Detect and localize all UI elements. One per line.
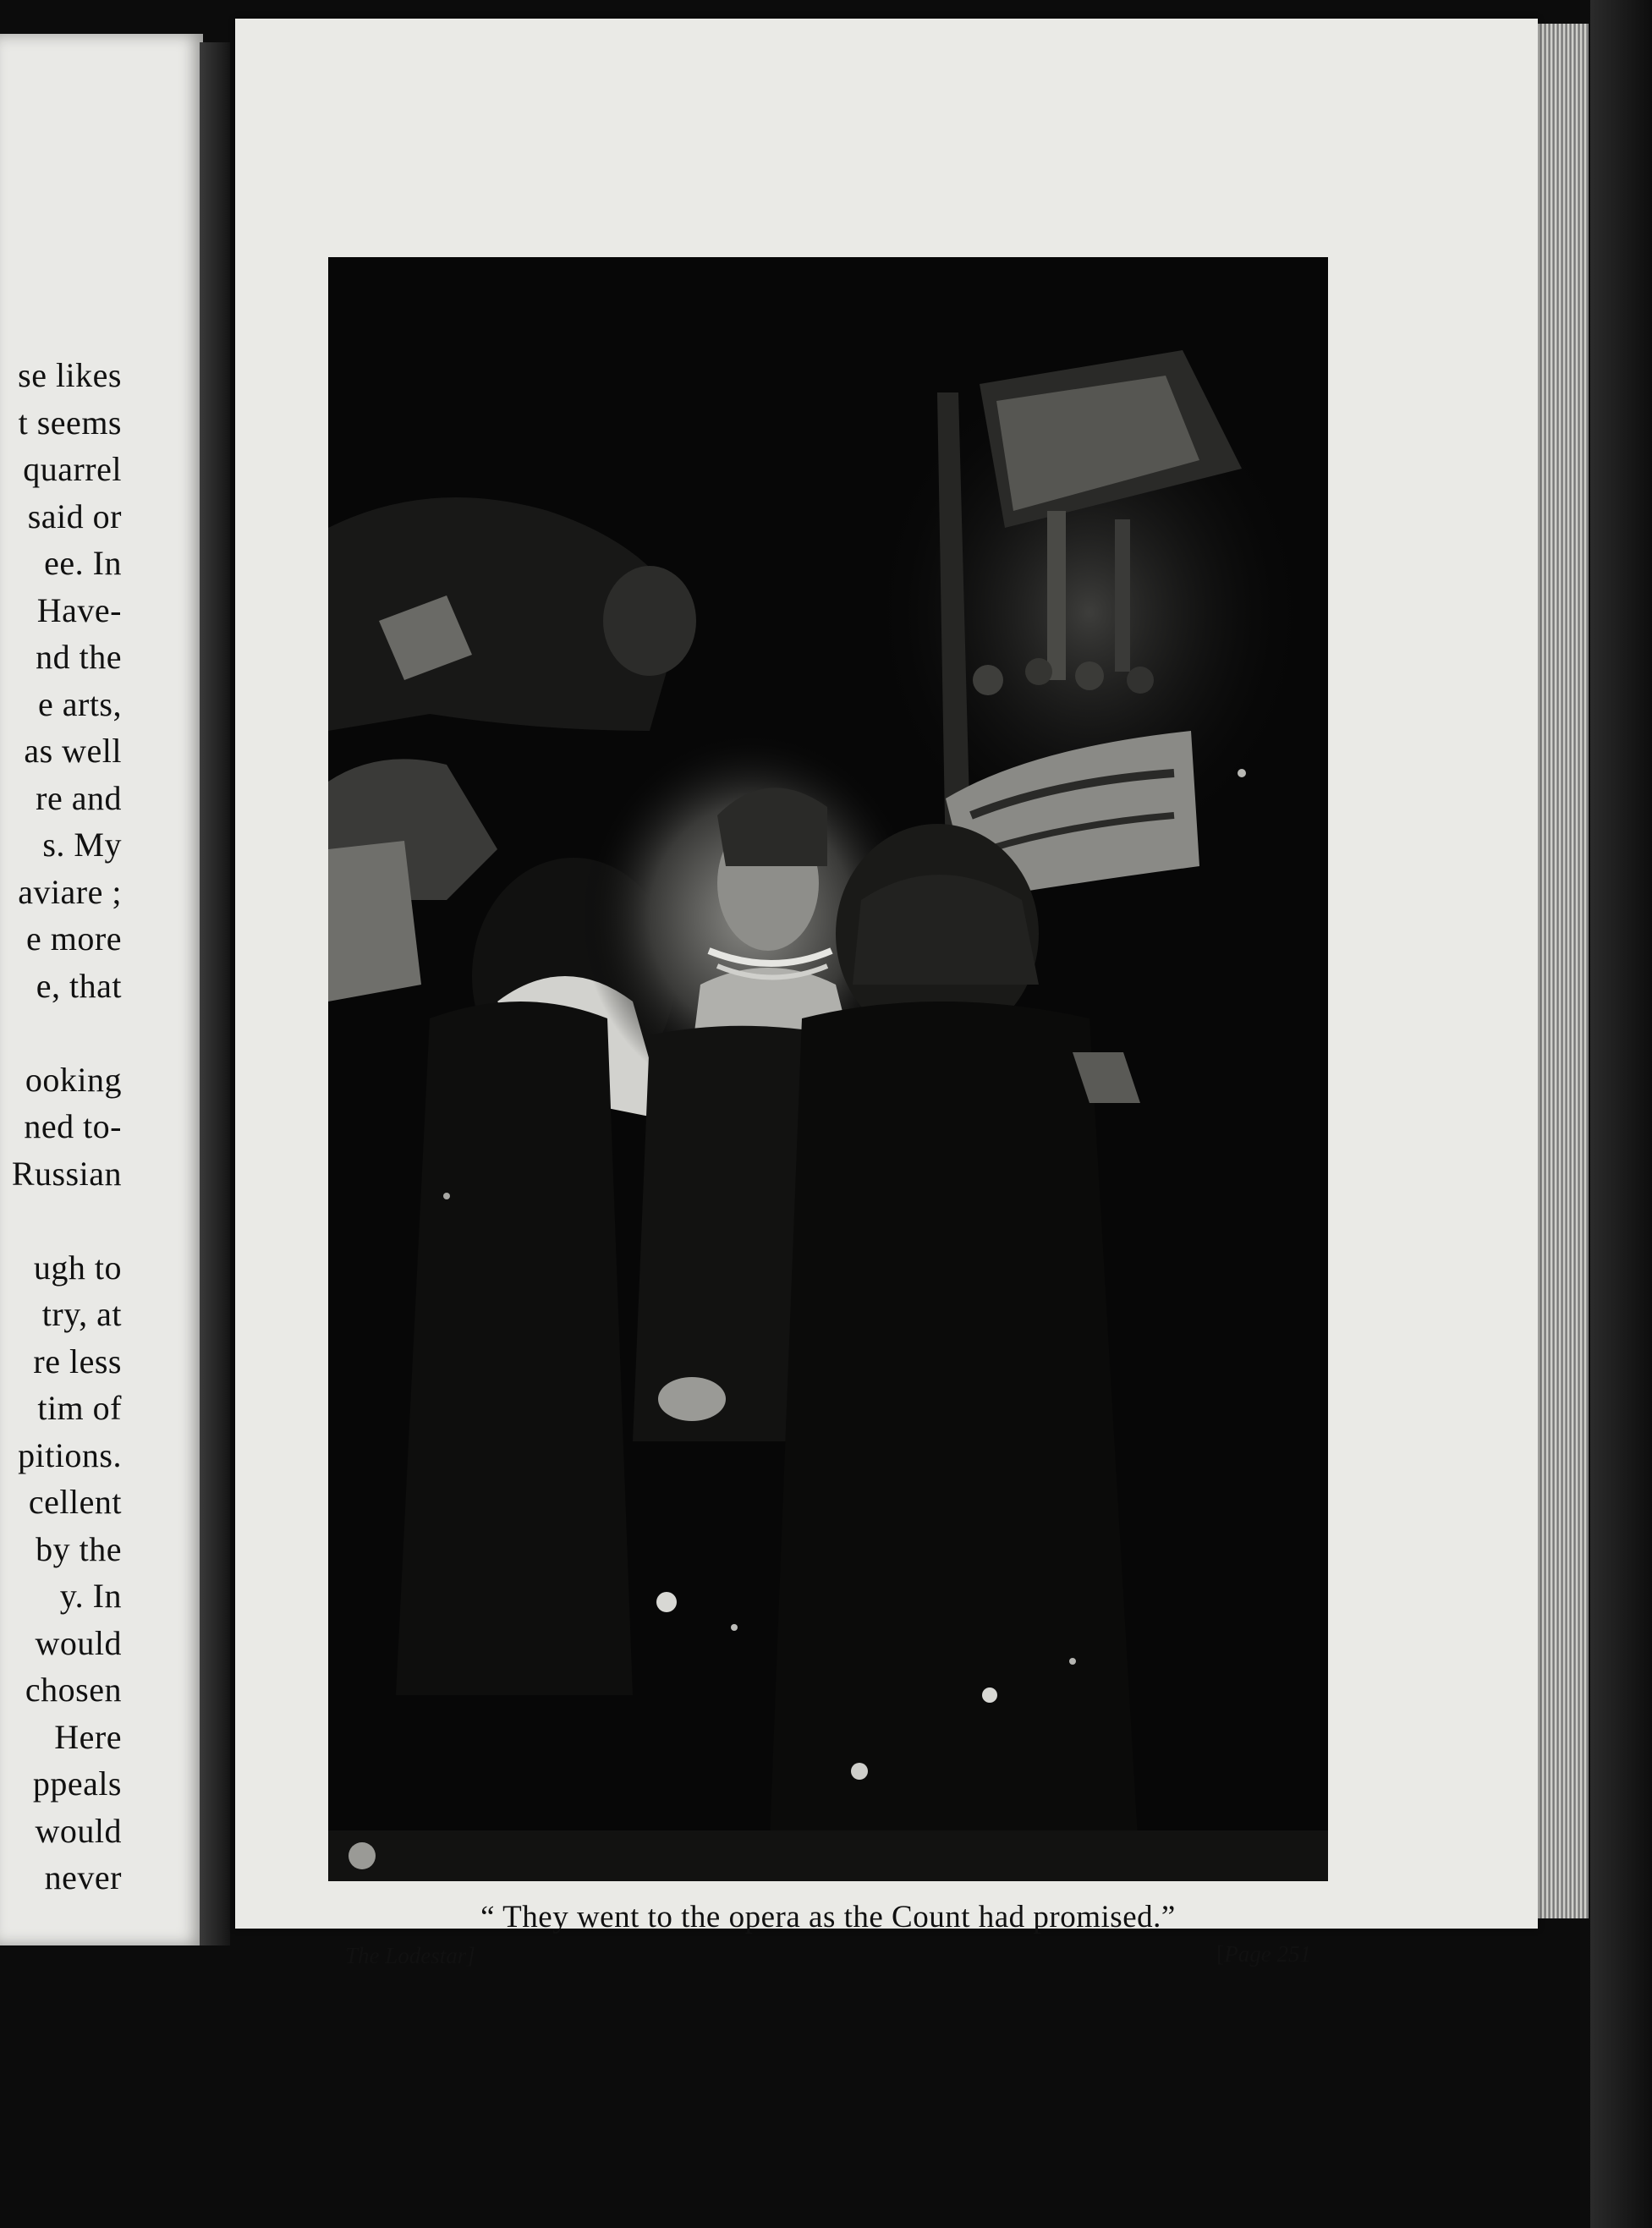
plate-caption: “ They went to the opera as the Count had promised.” xyxy=(480,1900,1176,1934)
left-page-line: e arts, xyxy=(37,684,122,723)
left-page-line: Have- xyxy=(36,590,122,629)
book-gutter xyxy=(200,42,230,1945)
left-page-line: ppeals xyxy=(32,1764,122,1803)
book-title: The Lodestar] xyxy=(345,1943,475,1968)
left-page-line: as well xyxy=(24,732,122,770)
left-page-line: would xyxy=(35,1811,122,1850)
left-page-line: s. My xyxy=(42,826,122,864)
left-page-line: pitions. xyxy=(18,1435,122,1474)
left-page-line: Here xyxy=(54,1717,122,1756)
left-page-line: chosen xyxy=(25,1671,122,1709)
left-page-line: said or xyxy=(27,497,122,535)
page-reference-bracket: [ xyxy=(1216,1941,1225,1967)
left-page-line: never xyxy=(44,1858,122,1896)
left-page-line: tim of xyxy=(37,1389,122,1427)
illustration-plate xyxy=(328,257,1328,1881)
left-page-line: ned to- xyxy=(24,1107,122,1145)
left-page-line: aviare ; xyxy=(18,872,122,911)
left-page-line: ooking xyxy=(25,1060,122,1099)
left-page xyxy=(0,34,203,1945)
left-page-line: Russian xyxy=(11,1154,122,1193)
book-cover-edge xyxy=(1590,0,1652,2228)
page-reference-label: Page 251 xyxy=(1224,1941,1311,1967)
left-page-line: ee. In xyxy=(44,544,122,582)
left-page-line xyxy=(0,1197,122,1244)
page-reference xyxy=(1184,1941,1311,1967)
left-page-line: re and xyxy=(36,778,122,817)
left-page-text xyxy=(0,352,122,1901)
left-page-line: nd the xyxy=(36,638,122,676)
left-page-line: quarrel xyxy=(23,450,122,488)
page-edges xyxy=(1538,24,1589,1918)
left-page-line: ugh to xyxy=(33,1248,122,1287)
left-page-line: t seems xyxy=(18,403,122,442)
left-page-line: try, at xyxy=(41,1295,122,1333)
left-page-line: y. In xyxy=(59,1577,122,1615)
left-page-line: re less xyxy=(33,1342,122,1380)
left-page-line: e more xyxy=(26,919,122,958)
left-page-line xyxy=(0,1009,122,1056)
left-page-line: would xyxy=(35,1623,122,1662)
left-page-line: se likes xyxy=(18,356,122,394)
left-page-line: e, that xyxy=(36,966,122,1005)
left-page-line: cellent xyxy=(28,1483,122,1521)
left-page-line: by the xyxy=(36,1529,122,1568)
opera-scene-image xyxy=(328,257,1328,1881)
